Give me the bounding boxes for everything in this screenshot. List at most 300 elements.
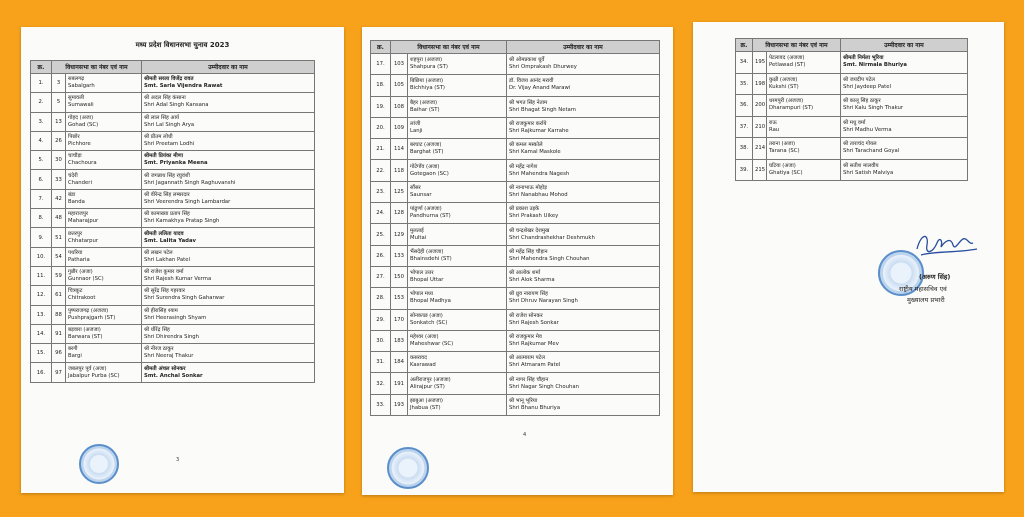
constituency-name-hindi: पिछोर	[68, 134, 80, 141]
constituency-name-english: Kukshi (ST)	[769, 83, 799, 90]
candidate-name-english: Shri Heerasingh Shyam	[144, 314, 207, 321]
cell-candidate-name	[142, 93, 315, 112]
cell-candidate-name	[142, 286, 315, 305]
signatory-name: (अरुण सिंह)	[919, 273, 951, 281]
cell-sno: 14.	[31, 324, 52, 343]
constituency-name-english: Patharia	[68, 256, 90, 263]
constituency-name-hindi: भोपाल उत्तर	[410, 270, 434, 277]
cell-constituency-name	[66, 228, 142, 247]
constituency-name-hindi: बंडा	[68, 191, 76, 198]
table-row	[371, 288, 660, 309]
header-sno: क्र.	[371, 41, 391, 54]
table-row	[31, 170, 315, 189]
cell-candidate-name	[142, 363, 315, 382]
table-row	[31, 286, 315, 305]
cell-constituency-name	[66, 74, 142, 93]
constituency-name-hindi: गुन्नौर (अजा)	[68, 269, 93, 276]
candidate-name-hindi: श्री मधु वर्मा	[843, 119, 866, 126]
constituency-name-hindi: सौंसर	[410, 184, 421, 191]
cell-constituency-number: 133	[391, 245, 408, 266]
header-candidate: उम्मीदवार का नाम	[507, 41, 660, 54]
cell-constituency-name	[66, 151, 142, 170]
constituency-name-english: Jhabua (ST)	[410, 404, 441, 411]
cell-sno: 32.	[371, 373, 391, 394]
constituency-name-english: Bhopal Madhya	[410, 298, 451, 305]
cell-candidate-name	[142, 189, 315, 208]
page-number: 3	[176, 457, 180, 463]
constituency-name-hindi: कसरावद	[410, 355, 427, 362]
cell-constituency-name	[408, 224, 507, 245]
candidate-name-english: Shri Rajesh Sonkar	[509, 319, 559, 326]
table-row	[736, 95, 968, 117]
cell-sno: 8.	[31, 209, 52, 228]
table-row	[736, 138, 968, 160]
cell-candidate-name	[507, 181, 660, 202]
candidate-name-hindi: श्री आत्माराम पटेल	[509, 355, 545, 362]
candidate-name-english: Shri Rajkumar Karrahe	[509, 128, 569, 135]
constituency-name-hindi: सोनकच्छ (अजा)	[410, 312, 443, 319]
candidate-name-english: Smt. Lalita Yadav	[144, 237, 196, 244]
candidate-name-hindi: श्री ओमप्रकाश धुर्वे	[509, 57, 545, 64]
table-row	[371, 75, 660, 96]
constituency-name-hindi: कुक्षी (अजजा)	[769, 76, 798, 83]
cell-constituency-number: 103	[391, 54, 408, 75]
cell-sno: 38.	[736, 138, 753, 160]
constituency-name-hindi: घटिया (अजा)	[769, 162, 796, 169]
constituency-name-hindi: महेश्वर (अजा)	[410, 334, 439, 340]
constituency-name-english: Chhatarpur	[68, 237, 99, 244]
candidate-name-hindi: श्री ध्रुव नारायण सिंह	[509, 291, 548, 298]
cell-constituency-name	[66, 363, 142, 382]
cell-sno: 26.	[371, 245, 391, 266]
cell-candidate-name	[142, 247, 315, 266]
cell-sno: 22.	[371, 160, 391, 181]
table-row	[371, 224, 660, 245]
table-header-row	[31, 61, 315, 74]
cell-constituency-number: 30	[52, 151, 66, 170]
candidate-name-hindi: श्री ताराचंद गोयल	[843, 141, 877, 148]
table-row	[371, 330, 660, 351]
cell-constituency-number: 108	[391, 96, 408, 117]
cell-constituency-name	[767, 73, 841, 95]
cell-constituency-name	[66, 266, 142, 285]
constituency-name-english: Saunsar	[410, 191, 432, 198]
cell-constituency-number: 153	[391, 288, 408, 309]
party-seal-icon	[387, 447, 429, 489]
cell-sno: 31.	[371, 352, 391, 373]
constituency-name-english: Maheshwar (SC)	[410, 341, 454, 347]
cell-constituency-number: 150	[391, 266, 408, 287]
cell-sno: 20.	[371, 117, 391, 138]
cell-constituency-number: 97	[52, 363, 66, 382]
candidate-name-english: Shri Lakhan Patel	[144, 256, 190, 263]
cell-candidate-name	[841, 138, 968, 160]
constituency-name-hindi: गोहद (अजा)	[68, 114, 94, 121]
cell-constituency-name	[408, 139, 507, 160]
candidate-name-hindi: श्री सुरेंद्र सिंह गहरवार	[144, 288, 185, 295]
cell-sno: 15.	[31, 344, 52, 363]
cell-sno: 17.	[371, 54, 391, 75]
candidate-name-english: Shri Kalu Singh Thakur	[843, 105, 904, 112]
candidate-name-hindi: श्री लखन पटेल	[144, 249, 173, 256]
constituency-name-hindi: पेटलावद (अजजा)	[769, 55, 805, 62]
cell-sno: 28.	[371, 288, 391, 309]
constituency-name-english: Chanderi	[68, 179, 92, 186]
cell-constituency-name	[767, 159, 841, 181]
cell-constituency-number: 214	[753, 138, 767, 160]
candidate-name-hindi: श्री चन्द्रशेखर देशमुख	[509, 227, 550, 234]
table-header-row	[371, 41, 660, 54]
cell-constituency-name	[408, 288, 507, 309]
cell-candidate-name	[142, 324, 315, 343]
cell-constituency-name	[408, 373, 507, 394]
table-row	[31, 363, 315, 382]
constituency-name-english: Gohad (SC)	[68, 121, 99, 128]
cell-constituency-name	[66, 189, 142, 208]
candidate-name-english: Shri Chandrashekhar Deshmukh	[509, 234, 595, 241]
candidate-name-hindi: श्री आलोक शर्मा	[509, 270, 541, 277]
table-row	[371, 352, 660, 373]
cell-sno: 11.	[31, 266, 52, 285]
candidate-name-english: Shri Atmaram Patel	[509, 362, 561, 369]
constituency-name-english: Dharampuri (ST)	[769, 105, 814, 112]
candidate-name-english: Shri Tarachand Goyal	[843, 148, 900, 155]
table-row	[31, 93, 315, 112]
cell-sno: 24.	[371, 203, 391, 224]
candidate-name-english: Shri Rajesh Kumar Verma	[144, 276, 212, 283]
candidate-name-english: Shri Dhruv Narayan Singh	[509, 298, 578, 305]
candidate-name-english: Smt. Anchal Sonkar	[144, 372, 203, 379]
cell-candidate-name	[507, 75, 660, 96]
cell-candidate-name	[841, 116, 968, 138]
constituency-name-hindi: जबलपुर पूर्व (अजा)	[68, 365, 107, 372]
cell-constituency-number: 54	[52, 247, 66, 266]
cell-constituency-name	[66, 112, 142, 131]
constituency-name-english: Barwara (ST)	[68, 334, 103, 340]
constituency-name-english: Bichhiya (ST)	[410, 85, 445, 92]
candidate-name-english: Shri Surendra Singh Gaharwar	[144, 295, 225, 302]
cell-constituency-name	[408, 245, 507, 266]
cell-constituency-name	[408, 117, 507, 138]
cell-sno: 10.	[31, 247, 52, 266]
constituency-name-english: Sonkatch (SC)	[410, 319, 448, 326]
header-constituency: विधानसभा का नंबर एवं नाम	[391, 41, 507, 54]
candidate-name-hindi: श्री धीरेंद्र सिंह	[144, 327, 170, 333]
constituency-name-hindi: सुमावली	[68, 95, 85, 102]
document-page-2	[362, 27, 673, 495]
cell-constituency-number: 13	[52, 112, 66, 131]
constituency-name-english: Bargi	[68, 353, 82, 360]
party-seal-icon	[79, 444, 119, 484]
constituency-name-hindi: पथरिया	[68, 249, 83, 256]
cell-constituency-number: 210	[753, 116, 767, 138]
constituency-name-english: Kasrawad	[410, 362, 436, 369]
table-row	[736, 73, 968, 95]
cell-constituency-name	[408, 266, 507, 287]
table-row	[736, 52, 968, 74]
constituency-name-hindi: गोटेगाँव (अजा)	[410, 163, 440, 170]
constituency-name-hindi: छतरपुर	[68, 230, 83, 237]
cell-constituency-name	[408, 160, 507, 181]
cell-sno: 23.	[371, 181, 391, 202]
cell-constituency-name	[66, 93, 142, 112]
cell-candidate-name	[142, 131, 315, 150]
cell-constituency-name	[66, 131, 142, 150]
cell-sno: 29.	[371, 309, 391, 330]
constituency-name-hindi: पुष्पराजगढ़ (अजजा)	[68, 307, 109, 314]
table-row	[371, 160, 660, 181]
cell-sno: 39.	[736, 159, 753, 181]
cell-candidate-name	[507, 330, 660, 351]
cell-constituency-name	[408, 330, 507, 351]
cell-candidate-name	[507, 117, 660, 138]
cell-sno: 16.	[31, 363, 52, 382]
constituency-name-english: Shahpura (ST)	[410, 64, 448, 71]
candidate-name-hindi: श्री जयदीप पटेल	[843, 76, 875, 83]
cell-constituency-number: 129	[391, 224, 408, 245]
cell-constituency-number: 5	[52, 93, 66, 112]
cell-constituency-name	[767, 116, 841, 138]
candidate-name-hindi: श्री नागर सिंह चौहान	[509, 376, 549, 383]
constituency-name-english: Banda	[68, 198, 85, 205]
candidate-name-hindi: श्री राजेश सोनकर	[509, 312, 543, 319]
candidate-name-hindi: श्री हीरासिंह श्याम	[144, 307, 178, 314]
cell-candidate-name	[507, 245, 660, 266]
table-row	[736, 159, 968, 181]
cell-constituency-number: 26	[52, 131, 66, 150]
candidate-name-english: Smt. Sarla Vijendra Rawat	[144, 83, 223, 90]
cell-sno: 12.	[31, 286, 52, 305]
cell-candidate-name	[142, 74, 315, 93]
cell-candidate-name	[142, 170, 315, 189]
candidate-name-hindi: श्री अदल सिंह कंसाना	[144, 95, 186, 102]
table-row	[371, 266, 660, 287]
table-row	[31, 189, 315, 208]
cell-sno: 37.	[736, 116, 753, 138]
constituency-name-hindi: बिछिया (अजजा)	[410, 78, 444, 85]
constituency-name-hindi: झाबुआ (अजजा)	[410, 397, 443, 404]
cell-candidate-name	[142, 151, 315, 170]
candidate-name-hindi: श्री नानाभाऊ मोहोड़	[509, 184, 547, 191]
table-header-row	[736, 39, 968, 52]
header-candidate: उम्मीदवार का नाम	[142, 61, 315, 74]
table-row	[371, 245, 660, 266]
table-row	[736, 116, 968, 138]
constituency-name-english: Jabalpur Purba (SC)	[68, 372, 120, 379]
document-page-1	[21, 27, 344, 493]
cell-constituency-number: 96	[52, 344, 66, 363]
cell-constituency-name	[408, 203, 507, 224]
cell-candidate-name	[507, 54, 660, 75]
candidate-name-hindi: श्री महेंद्र नागेश	[509, 163, 538, 170]
candidate-name-hindi: श्री नीरज ठाकुर	[144, 346, 174, 353]
constituency-name-english: Chitrakoot	[68, 295, 96, 302]
cell-candidate-name	[507, 394, 660, 415]
cell-constituency-number: 109	[391, 117, 408, 138]
constituency-name-english: Pandhurna (ST)	[410, 213, 451, 220]
constituency-name-english: Sumawali	[68, 102, 94, 109]
candidate-name-hindi: श्री कमल मस्कोले	[509, 142, 543, 149]
candidate-name-english: Shri Nanabhau Mohod	[509, 191, 568, 198]
cell-constituency-number: 195	[753, 52, 767, 74]
cell-sno: 30.	[371, 330, 391, 351]
cell-candidate-name	[507, 288, 660, 309]
candidate-name-english: Shri Prakash Uikey	[509, 213, 559, 220]
table-row	[371, 181, 660, 202]
cell-sno: 27.	[371, 266, 391, 287]
constituency-name-hindi: बरघाट (अजजा)	[410, 142, 442, 149]
candidate-table-3	[735, 38, 968, 181]
cell-sno: 34.	[736, 52, 753, 74]
constituency-name-hindi: भोपाल मध्य	[410, 291, 433, 298]
cell-constituency-name	[767, 95, 841, 117]
candidate-name-english: Shri Jagannath Singh Raghuvanshi	[144, 179, 236, 186]
candidate-name-english: Shri Jaydeep Patel	[843, 83, 891, 90]
constituency-name-hindi: अलीराजपुर (अजजा)	[410, 376, 451, 383]
candidate-name-english: Dr. Vijay Anand Marawi	[509, 85, 571, 92]
cell-constituency-number: 48	[52, 209, 66, 228]
cell-candidate-name	[507, 224, 660, 245]
constituency-name-hindi: धरमपुरी (अजजा)	[769, 98, 804, 105]
cell-sno: 5.	[31, 151, 52, 170]
cell-constituency-number: 193	[391, 394, 408, 415]
cell-constituency-name	[408, 54, 507, 75]
candidate-name-hindi: श्री राजेश कुमार वर्मा	[144, 269, 184, 276]
constituency-name-english: Ghatiya (SC)	[769, 169, 803, 176]
candidate-name-english: Shri Neeraj Thakur	[144, 353, 194, 360]
constituency-name-hindi: तराना (अजा)	[769, 141, 796, 148]
table-row	[31, 247, 315, 266]
page-number: 4	[523, 432, 527, 438]
cell-candidate-name	[507, 352, 660, 373]
constituency-name-english: Pushprajgarh (ST)	[68, 314, 116, 321]
cell-constituency-name	[66, 209, 142, 228]
candidate-name-english: Shri Satish Malviya	[843, 169, 894, 176]
candidate-name-hindi: डॉ. विजय आनंद मरावी	[509, 78, 554, 85]
cell-candidate-name	[507, 160, 660, 181]
cell-constituency-number: 191	[391, 373, 408, 394]
cell-constituency-number: 88	[52, 305, 66, 324]
constituency-name-hindi: महाराजपुर	[68, 211, 88, 218]
cell-constituency-number: 118	[391, 160, 408, 181]
cell-candidate-name	[507, 96, 660, 117]
cell-constituency-name	[66, 305, 142, 324]
cell-sno: 18.	[371, 75, 391, 96]
cell-sno: 1.	[31, 74, 52, 93]
cell-candidate-name	[507, 203, 660, 224]
cell-constituency-number: 184	[391, 352, 408, 373]
cell-sno: 3.	[31, 112, 52, 131]
table-row	[371, 203, 660, 224]
table-row	[371, 139, 660, 160]
constituency-name-hindi: चंदेरी	[68, 172, 78, 179]
table-row	[31, 112, 315, 131]
constituency-name-english: Chachoura	[68, 160, 97, 167]
cell-constituency-name	[408, 75, 507, 96]
cell-candidate-name	[507, 139, 660, 160]
cell-candidate-name	[142, 266, 315, 285]
cell-constituency-name	[408, 181, 507, 202]
designation-line-2: मुख्यालय प्रभारी	[907, 296, 945, 304]
cell-candidate-name	[142, 344, 315, 363]
cell-candidate-name	[142, 209, 315, 228]
cell-sno: 36.	[736, 95, 753, 117]
table-row	[371, 373, 660, 394]
cell-sno: 9.	[31, 228, 52, 247]
cell-sno: 33.	[371, 394, 391, 415]
designation-line-1: राष्ट्रीय महासचिव एवं	[899, 285, 947, 293]
table-row	[31, 131, 315, 150]
candidate-name-english: Shri Rajkumar Mev	[509, 341, 559, 347]
document-page-3	[693, 22, 1004, 492]
table-row	[371, 96, 660, 117]
candidate-name-hindi: श्रीमती ललिता यादव	[144, 230, 184, 237]
table-row	[31, 74, 315, 93]
cell-constituency-number: 183	[391, 330, 408, 351]
candidate-name-english: Shri Veerendra Singh Lambardar	[144, 198, 231, 205]
cell-constituency-number: 128	[391, 203, 408, 224]
constituency-name-english: Petlawad (ST)	[769, 62, 806, 69]
cell-constituency-name	[767, 138, 841, 160]
candidate-name-hindi: श्रीमती प्रियंका मीणा	[144, 153, 184, 160]
candidate-name-hindi: श्री वीरेन्द्र सिंह लम्बरदार	[144, 191, 190, 198]
cell-constituency-number: 33	[52, 170, 66, 189]
constituency-name-english: Tarana (SC)	[769, 148, 800, 155]
cell-constituency-number: 114	[391, 139, 408, 160]
table-row	[31, 228, 315, 247]
cell-constituency-name	[408, 309, 507, 330]
candidate-name-english: Shri Bhanu Bhuriya	[509, 404, 561, 411]
constituency-name-english: Alirajpur (ST)	[410, 383, 445, 390]
cell-constituency-name	[66, 286, 142, 305]
candidate-name-hindi: श्री कालू सिंह ठाकुर	[843, 98, 881, 105]
cell-constituency-name	[408, 394, 507, 415]
table-row	[371, 54, 660, 75]
cell-constituency-number: 125	[391, 181, 408, 202]
candidate-name-english: Smt. Priyanka Meena	[144, 160, 208, 167]
constituency-name-english: Barghat (ST)	[410, 149, 444, 156]
constituency-name-hindi: चित्रकूट	[68, 288, 83, 295]
candidate-name-hindi: श्री राजकुमार कर्राये	[509, 121, 547, 128]
cell-constituency-number: 3	[52, 74, 66, 93]
cell-sno: 2.	[31, 93, 52, 112]
constituency-name-english: Gunnaor (SC)	[68, 276, 104, 283]
page-title: मध्य प्रदेश विधानसभा चुनाव 2023	[135, 41, 230, 49]
signature-icon	[911, 227, 981, 261]
candidate-name-hindi: श्री महेंद्र सिंह चौहान	[509, 248, 548, 255]
cell-constituency-number: 42	[52, 189, 66, 208]
cell-sno: 4.	[31, 131, 52, 150]
table-row	[31, 305, 315, 324]
constituency-name-english: Bhopal Uttar	[410, 277, 444, 284]
cell-constituency-number: 61	[52, 286, 66, 305]
cell-candidate-name	[841, 159, 968, 181]
candidate-table-1	[30, 60, 315, 383]
table-row	[371, 117, 660, 138]
candidate-name-hindi: श्री भगत सिंह नेताम	[509, 99, 548, 106]
constituency-name-hindi: शहपुरा (अजजा)	[410, 57, 443, 64]
constituency-name-hindi: बड़वारा (अजजा)	[68, 327, 101, 333]
cell-constituency-number: 105	[391, 75, 408, 96]
constituency-name-hindi: चाचौड़ा	[68, 153, 82, 160]
table-row	[31, 266, 315, 285]
constituency-name-hindi: मुलताई	[410, 227, 424, 234]
table-row	[371, 394, 660, 415]
cell-constituency-number: 51	[52, 228, 66, 247]
cell-sno: 35.	[736, 73, 753, 95]
candidate-name-hindi: श्री भानू भूरिया	[509, 397, 538, 404]
cell-constituency-number: 91	[52, 324, 66, 343]
